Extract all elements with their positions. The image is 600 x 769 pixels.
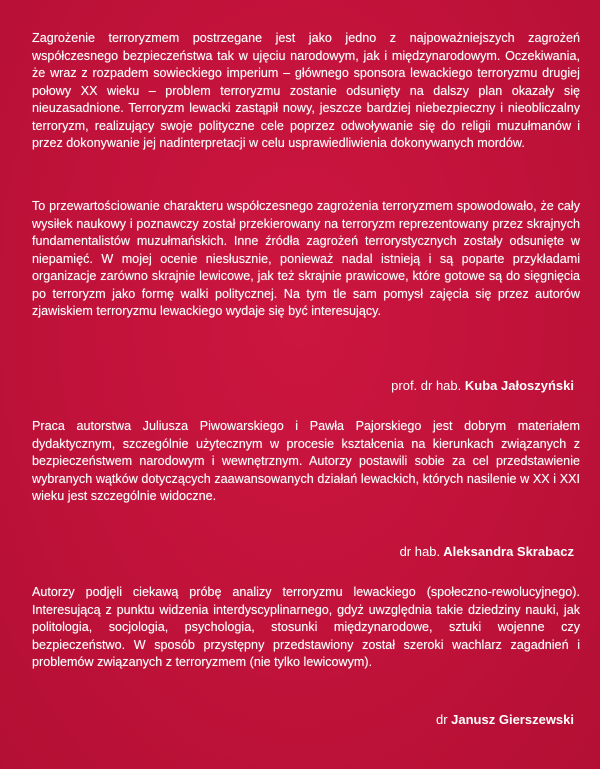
review-text: Praca autorstwa Juliusza Piwowarskiego i Pawła Pajorskiego jest dobrym materiałem dydaktycznym, szczególnie użytecznym w procesie kształcenia na kierunkach związanych z bezpieczeństwem narodowym i wewnętrznym. Autorzy postawili sobie za cel przedstawienie wybranych wątków dotyczących zaawansowanych działań lewackich, których nasilenie w XX i XXI wieku jest szczególnie widoczne. [32, 419, 580, 503]
review-3-paragraph [32, 584, 580, 672]
review-2-paragraph [32, 418, 580, 506]
signature-title: dr hab. [399, 544, 441, 559]
signature-title: dr [435, 712, 448, 727]
signature-name: Kuba Jałoszyński [464, 378, 574, 393]
signature-title: prof. dr hab. [391, 378, 462, 393]
review-1-paragraph-2 [32, 198, 580, 321]
review-1-signature [391, 378, 574, 393]
review-1-paragraph-1 [32, 30, 580, 153]
review-text: Autorzy podjęli ciekawą próbę analizy terroryzmu lewackiego (społeczno-rewolucyjnego). Interesującą z punktu widzenia interdyscyplinarnego, gdyż uwzględnia takie dziedziny nauki, jak politologia, socjologia, psychologia, stosunki międzynarodowe, sztuki wojenne czy bezpieczeństwo. W sposób przystępny przedstawiony został szeroki wachlarz zagadnień i problemów związanych z terroryzmem (nie tylko lewicowym). [32, 585, 580, 669]
review-text: Zagrożenie terroryzmem postrzegane jest jako jedno z najpoważniejszych zagrożeń współczesnego bezpieczeństwa tak w ujęciu narodowym, jak i międzynarodowym. Oczekiwania, że wraz z rozpadem sowieckiego imperium – głównego sponsora lewackiego terroryzmu drugiej połowy XX wieku – problem terroryzmu zostanie odsunięty na dalszy plan okazały się nieuzasadnione. Terroryzm lewacki zastąpił nowy, jeszcze bardziej niebezpieczny i nieobliczalny terroryzm, realizujący swoje polityczne cele poprzez odwoływanie się do religii muzułmanów i przez dokonywanie jej nadinterpretacji w celu usprawiedliwienia dokonywanych mordów. [32, 31, 580, 150]
review-3-signature [436, 712, 574, 727]
review-2-signature [400, 544, 574, 559]
review-text: To przewartościowanie charakteru współczesnego zagrożenia terroryzmem spowodowało, że cały wysiłek naukowy i poznawczy został przekierowany na terroryzm reprezentowany przez skrajnych fundamentalistów muzułmańskich. Inne źródła zagrożeń terrorystycznych zostały odsunięte w niepamięć. W mojej ocenie niesłusznie, ponieważ nadal istnieją i są poparte przykładami organizacje zarówno skrajnie lewicowe, jak też skrajnie prawicowe, które gotowe są do sięgnięcia po terroryzm jako formę walki politycznej. Na tym tle sam pomysł zajęcia się przez autorów zjawiskiem terroryzmu lewackiego wydaje się być interesujący. [32, 199, 580, 318]
signature-name: Janusz Gierszewski [451, 712, 574, 727]
signature-name: Aleksandra Skrabacz [443, 544, 574, 559]
